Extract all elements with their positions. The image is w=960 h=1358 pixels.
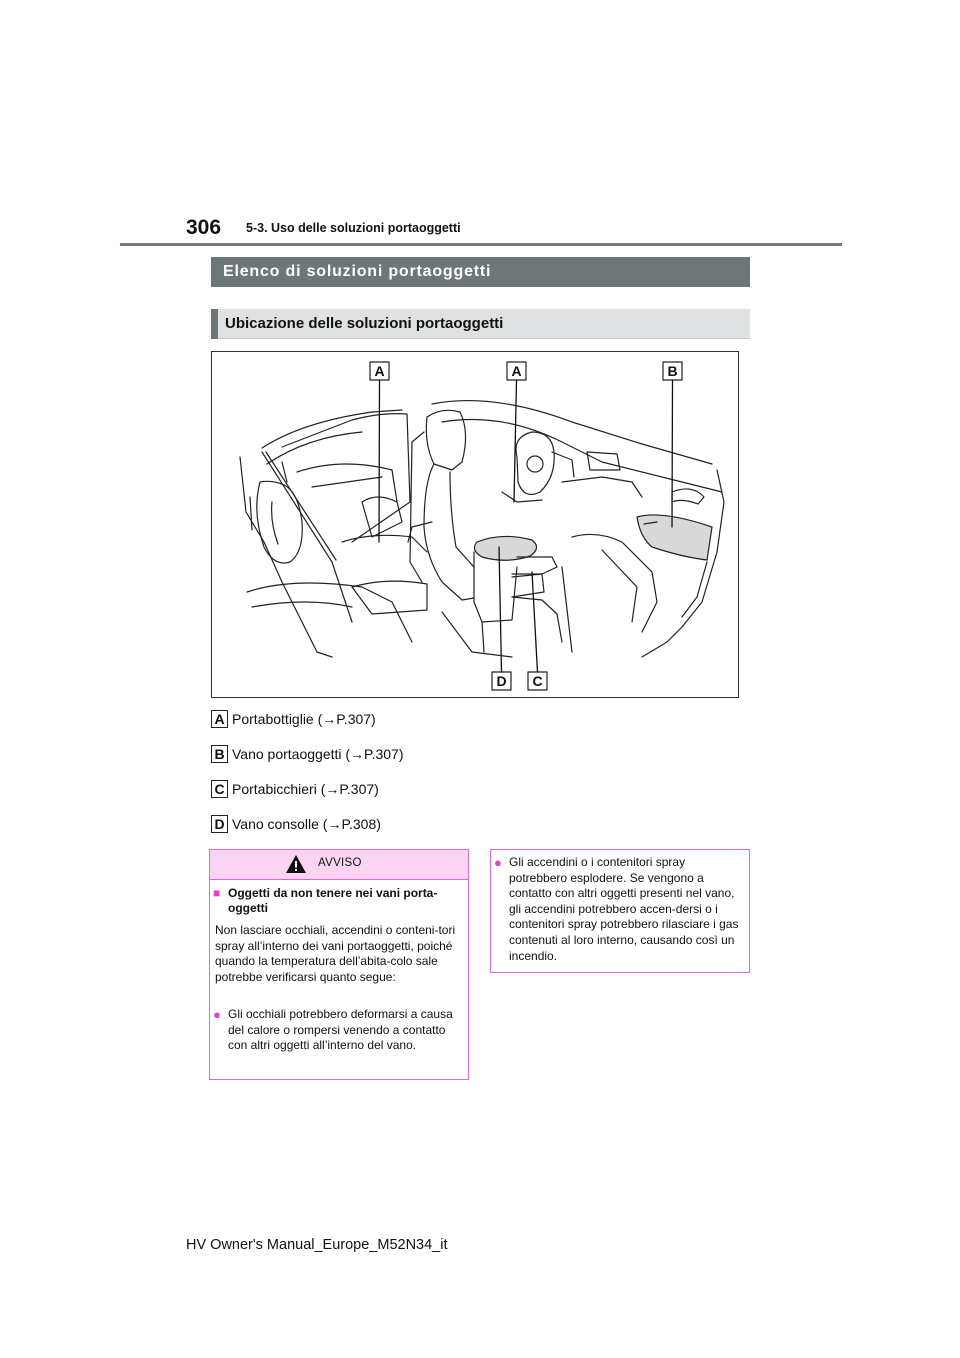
page-number: 306	[186, 216, 222, 239]
leader-line-b	[672, 380, 673, 527]
warning-heading	[213, 886, 463, 916]
square-bullet-icon: ■	[213, 886, 221, 900]
subsection-title	[211, 309, 750, 339]
legend-item	[211, 780, 611, 800]
warning-item-text: Gli accendini o i contenitori spray potrebbero esplodere. Se vengono a contatto con altri oggetti presenti nel vano, gli accendini potrebbero accen-dersi o i contenitori spray potrebbero rilasciare i gas contenuti al loro interno, causando così un incendio.	[509, 855, 739, 963]
legend-letter: A	[211, 710, 228, 728]
bullet-icon: ●	[213, 1007, 221, 1022]
warning-title: AVVISO	[318, 857, 362, 869]
legend-letter: B	[211, 745, 228, 763]
bullet-icon: ●	[494, 855, 502, 870]
leader-line-a1	[379, 380, 380, 542]
warning-item-text: Gli occhiali potrebbero deformarsi a causa del calore o rompersi venendo a contatto con altri oggetti all’interno del vano.	[228, 1007, 453, 1053]
legend-text: Vano portaoggetti (→P.307)	[232, 746, 404, 762]
chapter-title: 5-3. Uso delle soluzioni portaoggetti	[246, 221, 461, 235]
warning-item	[213, 1007, 465, 1054]
legend-text: Portabottiglie (→P.307)	[232, 711, 376, 727]
header-rule	[120, 243, 842, 246]
legend-item	[211, 745, 611, 765]
warning-box	[209, 849, 469, 1080]
section-title: Elenco di soluzioni portaoggetti	[211, 257, 750, 287]
car-interior-illustration	[211, 351, 739, 698]
callout-b: B	[667, 363, 678, 379]
warning-box-continued	[490, 849, 750, 973]
callout-a1: A	[374, 363, 385, 379]
warning-heading-text: Oggetti da non tenere nei vani porta-oggetti	[228, 886, 438, 915]
callout-d: D	[496, 673, 507, 689]
legend-letter: C	[211, 780, 228, 798]
legend-text: Portabicchieri (→P.307)	[232, 781, 379, 797]
legend-letter: D	[211, 815, 228, 833]
leader-line-a2	[514, 380, 517, 502]
legend-item	[211, 815, 611, 835]
legend-text: Vano consolle (→P.308)	[232, 816, 381, 832]
legend-item	[211, 710, 611, 730]
warning-triangle-icon	[285, 854, 307, 874]
footer-manual-id: HV Owner's Manual_Europe_M52N34_it	[186, 1237, 448, 1253]
leader-line-d	[499, 547, 502, 672]
warning-item	[494, 855, 746, 964]
leader-line-c	[532, 572, 538, 672]
subsection-title-text: Ubicazione delle soluzioni portaoggetti	[225, 315, 504, 332]
callout-a2: A	[511, 363, 522, 379]
car-interior-drawing	[212, 352, 740, 699]
warning-header	[210, 850, 468, 880]
callout-c: C	[532, 673, 543, 689]
warning-body: Non lasciare occhiali, accendini o conteni-tori spray all’interno dei vani portaoggetti, poiché quando la temperatura dell’abita-colo sale potrebbe verificarsi quanto segue:	[215, 923, 456, 984]
